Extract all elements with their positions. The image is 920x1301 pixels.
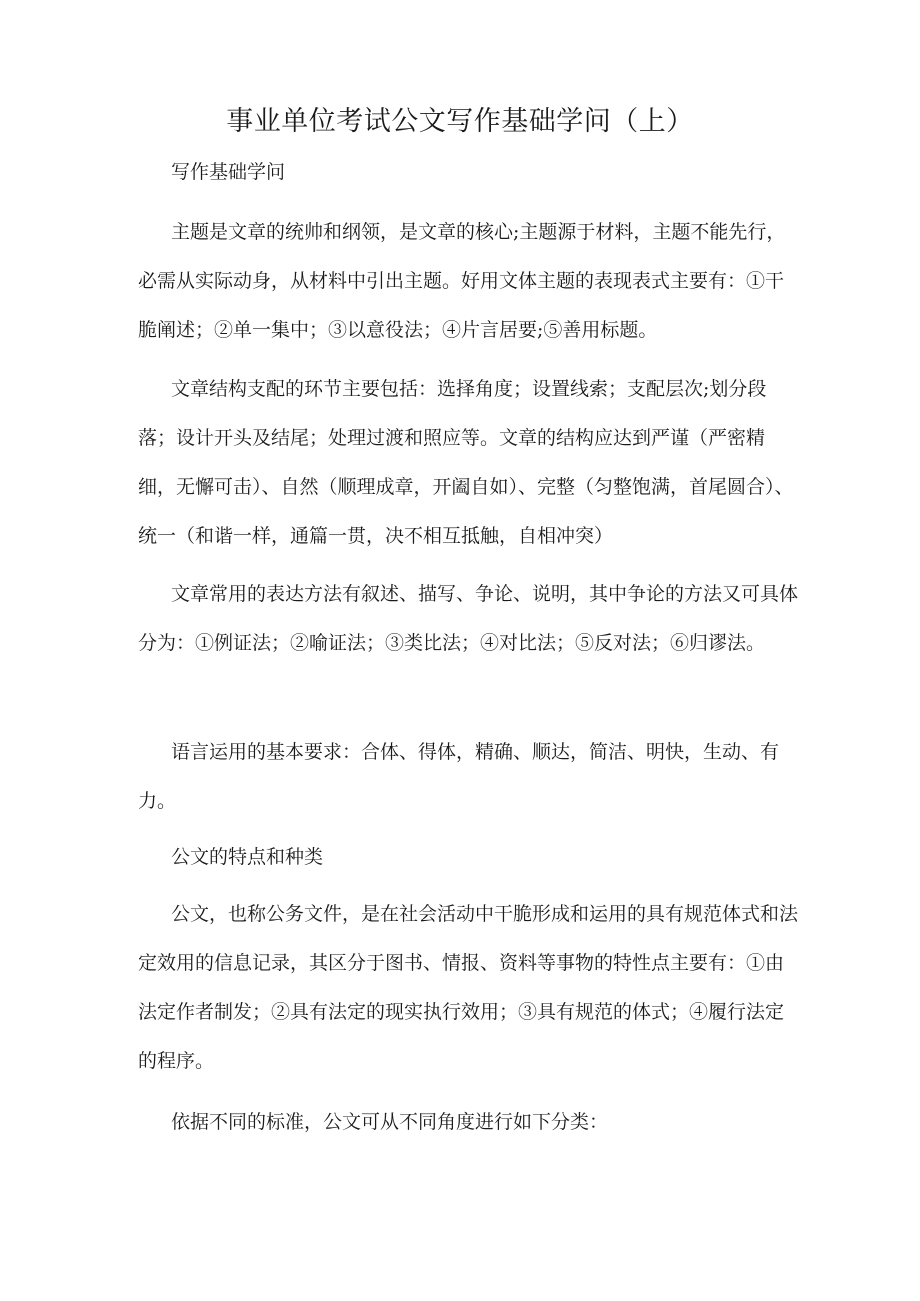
document-title: 事业单位考试公文写作基础学问（上） <box>226 106 694 137</box>
section-heading-official-docs: 公文的特点和种类 <box>171 846 324 868</box>
paragraph-official-document-definition: 公文，也称公务文件，是在社会活动中干脆形成和运用的具有规范体式和法定效用的信息记录，其区分于图书、情报、资料等事物的特性点主要有：①由法定作者制发；②具有法定的现实执行效用；③具有规范的体式；④履行法定的程序。 <box>138 903 799 1072</box>
paragraph-classification: 依据不同的标准，公文可从不同角度进行如下分类： <box>171 1111 609 1133</box>
paragraph-theme: 主题是文章的统帅和纲领，是文章的核心;主题源于材料，主题不能先行，必需从实际动身，从材料中引出主题。好用文体主题的表现表式主要有：①干脆阐述；②单一集中；③以意役法；④片言居要;⑤善用标题。 <box>138 221 786 341</box>
paragraph-structure: 文章结构支配的环节主要包括：选择角度；设置线索；支配层次;划分段落；设计开头及结尾；处理过渡和照应等。文章的结构应达到严谨（严密精细，无懈可击）、自然（顺理成章，开阖自如）、完整（匀整饱满，首尾圆合）、统一（和谐一样，通篇一贯，决不相互抵触，自相冲突） <box>138 378 794 547</box>
paragraph-expression-methods: 文章常用的表达方法有叙述、描写、争论、说明，其中争论的方法又可具体分为：①例证法；②喻证法；③类比法；④对比法；⑤反对法；⑥归谬法。 <box>138 583 799 654</box>
paragraph-language-requirements: 语言运用的基本要求：合体、得体，精确、顺达，简洁、明快，生动、有力。 <box>138 741 780 812</box>
section-heading-writing-basics: 写作基础学问 <box>171 161 286 183</box>
